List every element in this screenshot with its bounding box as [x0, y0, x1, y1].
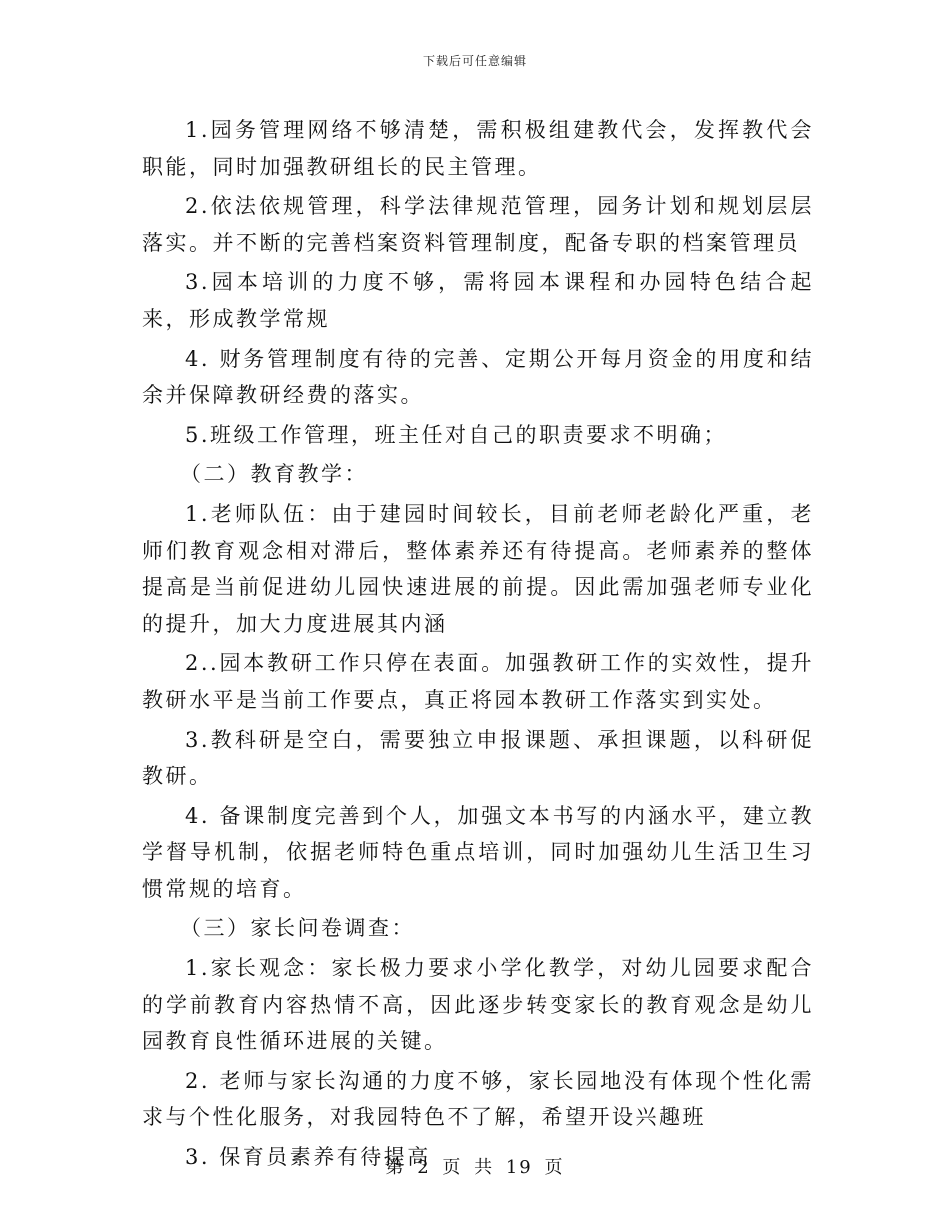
paragraph-teacher-team: 1.老师队伍：由于建园时间较长，目前老师老龄化严重，老师们教育观念相对滞后，整体素养还有待提高。老师素养的整体提高是当前促进幼儿园快速进展的前提。因此需加强老师专业化的提升，加大力度进展其内涵 [142, 501, 814, 636]
page-header-note: 下载后可任意编辑 [422, 54, 527, 68]
paragraph-parent-attitude: 1.家长观念：家长极力要求小学化教学，对幼儿园要求配合的学前教育内容热情不高，因此逐步转变家长的教育观念是幼儿园教育良性循环进展的关键。 [142, 956, 814, 1054]
paragraph-caregiver-quality: 3. 保育员素养有待提高 [185, 1145, 431, 1170]
paragraph-scientific-research: 3.教科研是空白，需要独立申报课题、承担课题，以科研促教研。 [142, 727, 814, 789]
section-heading-parent-survey: （三）家长问卷调查： [180, 916, 415, 941]
paragraph-teaching-research: 2..园本教研工作只停在表面。加强教研工作的实效性，提升教研水平是当前工作要点，真正将园本教研工作落实到实处。 [142, 651, 814, 712]
paragraph-admin-network: 1.园务管理网络不够清楚，需积极组建教代会，发挥教代会职能，同时加强教研组长的民主管理。 [142, 118, 814, 179]
page-number: 第 2 页 共 19 页 [385, 1157, 565, 1178]
paragraph-class-management: 5.班级工作管理，班主任对自己的职责要求不明确； [185, 422, 728, 447]
paragraph-finance-system: 4. 财务管理制度有待的完善、定期公开每月资金的用度和结余并保障教研经费的落实。 [142, 346, 814, 408]
paragraph-parent-communication: 2. 老师与家长沟通的力度不够，家长园地没有体现个性化需求与个性化服务，对我园特色不了解，希望开设兴趣班 [142, 1068, 814, 1130]
document-body [142, 112, 814, 1179]
paragraph-lesson-preparation: 4. 备课制度完善到个人，加强文本书写的内涵水平，建立教学督导机制，依据老师特色重点培训，同时加强幼儿生活卫生习惯常规的培育。 [142, 803, 814, 901]
section-heading-education: （二）教育教学： [180, 462, 368, 487]
paragraph-school-training: 3.园本培训的力度不够，需将园本课程和办园特色结合起来，形成教学常规 [142, 270, 814, 331]
paragraph-legal-management: 2.依法依规管理，科学法律规范管理，园务计划和规划层层落实。并不断的完善档案资料管理制度，配备专职的档案管理员 [142, 194, 814, 255]
